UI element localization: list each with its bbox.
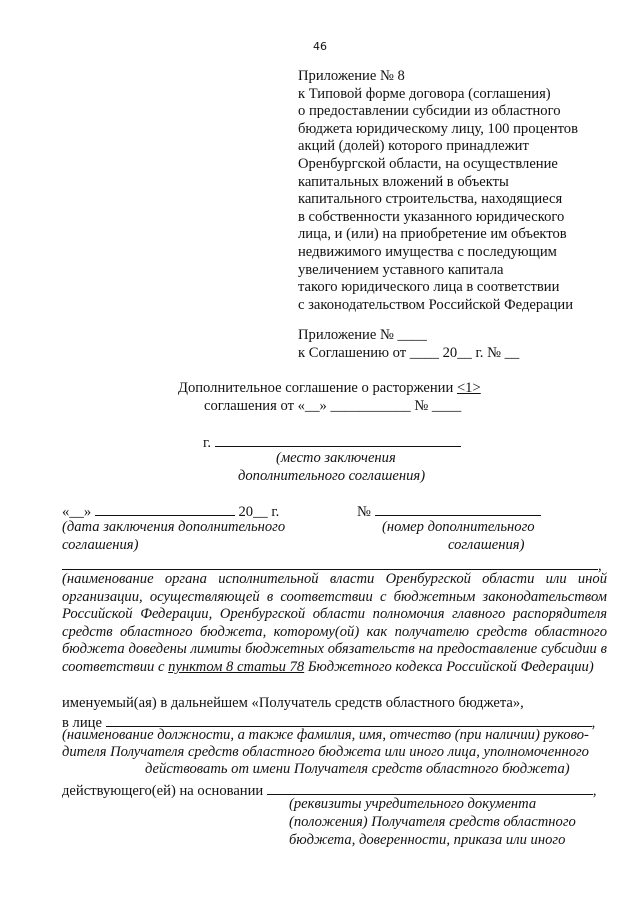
appendix-line: с законодательством Российской Федерации — [298, 296, 574, 313]
appendix-blank-line1: Приложение № ____ — [298, 327, 427, 343]
appendix-line: капитального строительства, находящиеся — [298, 191, 563, 208]
appendix-line: в собственности указанного юридического — [298, 208, 565, 225]
number-prefix: № — [357, 504, 371, 520]
title-line2: соглашения от «__» ___________ № ____ — [204, 398, 462, 414]
person-comma: , — [591, 715, 596, 731]
appendix-line: Приложение № 8 — [298, 68, 405, 84]
date-caption-2: соглашения) — [62, 537, 139, 553]
person-note-2: дителя Получателя средств областного бюджета или иного лица, уполномоченного — [62, 744, 589, 760]
budget-code-link[interactable]: пунктом 8 статьи 78 — [168, 658, 305, 675]
title-text: Дополнительное соглашение о расторжении — [178, 380, 454, 396]
org-note — [62, 571, 607, 677]
person-note-1: (наименование должности, а также фамилия, имя, отчество (при наличии) руково- — [62, 727, 589, 743]
org-note-end: Бюджетного кодекса Российской Федерации) — [307, 658, 594, 675]
page-number: 46 — [313, 40, 327, 53]
date-caption-1: (дата заключения дополнительного — [62, 519, 286, 535]
basis-comma: , — [592, 783, 597, 799]
appendix-8-header — [298, 68, 618, 314]
appendix-line: лица, и (или) на приобретение им объектов — [298, 226, 567, 243]
person-blank — [106, 712, 592, 727]
person-prefix: в лице — [62, 715, 102, 731]
basis-note-3: бюджета, доверенности, приказа или иного — [289, 832, 566, 848]
document-title — [178, 380, 481, 398]
place-caption-1: (место заключения — [276, 450, 396, 466]
basis-prefix: действующего(ей) на основании — [62, 783, 264, 799]
place-blank — [215, 432, 461, 447]
org-blank — [62, 555, 598, 570]
place-prefix: г. — [203, 435, 211, 451]
number-caption-1: (номер дополнительного — [382, 519, 535, 535]
appendix-line: акций (долей) которого принадлежит — [298, 138, 529, 155]
named-line: именуемый(ая) в дальнейшем «Получатель средств областного бюджета», — [62, 695, 524, 711]
org-note-text: (наименование органа исполнительной власти Оренбургской области или иной организации, осуществляющей в соответствии с бюджетным законодательством Российской Федерации, Оренбургской области полномочия главного распорядителя средств областного бюджета, которому(ой) как получателю средств областного бюджета доведены лимиты бюджетных обязательств на предоставление субсидии в соответствии с — [62, 571, 607, 675]
appendix-line: недвижимого имущества с последующим — [298, 243, 557, 260]
number-caption-2: соглашения) — [448, 537, 525, 553]
appendix-blank-header — [298, 327, 519, 362]
appendix-line: к Типовой форме договора (соглашения) — [298, 85, 551, 102]
appendix-line: о предоставлении субсидии из областного — [298, 103, 561, 120]
appendix-line: такого юридического лица в соответствии — [298, 279, 560, 296]
org-comma: , — [598, 558, 602, 574]
person-note-3: действовать от имени Получателя средств областного бюджета) — [145, 761, 570, 777]
basis-note-1: (реквизиты учредительного документа — [289, 796, 537, 812]
appendix-line: увеличением уставного капитала — [298, 261, 504, 278]
appendix-line: Оренбургской области, на осуществление — [298, 155, 558, 172]
date-open: «__» — [62, 504, 92, 520]
footnote-ref-link[interactable]: <1> — [456, 380, 481, 396]
number-blank — [375, 501, 541, 516]
basis-blank — [267, 780, 593, 795]
date-blank — [95, 501, 235, 516]
basis-note-2: (положения) Получателя средств областного — [289, 814, 576, 830]
date-year: 20__ г. — [238, 504, 280, 520]
appendix-line: бюджета юридическому лицу, 100 процентов — [298, 120, 578, 137]
appendix-line: капитальных вложений в объекты — [298, 173, 509, 190]
place-caption-2: дополнительного соглашения) — [238, 468, 426, 484]
appendix-blank-line2: к Соглашению от ____ 20__ г. № __ — [298, 344, 520, 361]
